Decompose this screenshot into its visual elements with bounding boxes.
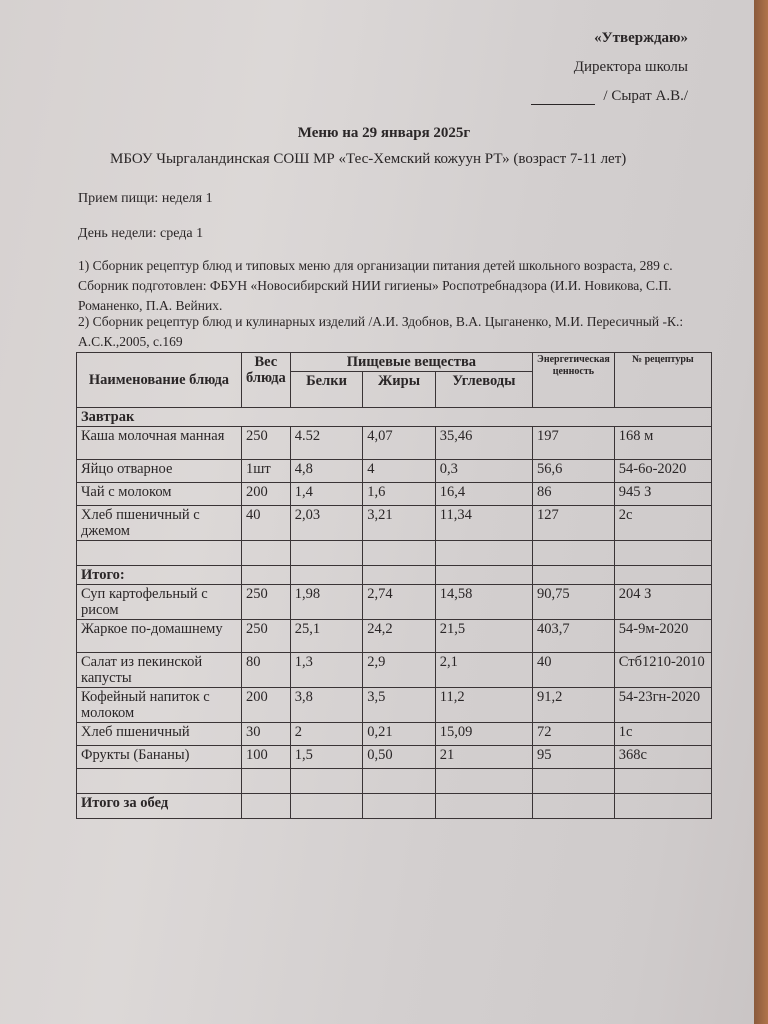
cell-carbs: 15,09: [435, 723, 532, 746]
cell-name: Чай с молоком: [77, 483, 242, 506]
cell-proteins: 2,03: [290, 506, 362, 541]
cell-recipe: 945 З: [614, 483, 711, 506]
signature-blank: [531, 88, 595, 105]
lunch-total-label: Итого за обед: [77, 794, 242, 819]
cell-carbs: 14,58: [435, 585, 532, 620]
cell-fats: 2,74: [363, 585, 436, 620]
cell-energy: 403,7: [533, 620, 615, 653]
cell-fats: 3,5: [363, 688, 436, 723]
cell-proteins: 4,8: [290, 460, 362, 483]
breakfast-total-row: [77, 566, 712, 585]
source-1: 1) Сборник рецептур блюд и типовых меню для организации питания детей школьного возраста, 289 с. Сборник подготовлен: ФБУН «Новосибирский НИИ гигиены» Роспотребнадзора (И.И. Новикова, С.П. Романенко, П.А. Вейних.: [78, 258, 673, 313]
cell-energy: 95: [533, 746, 615, 769]
page-title: Меню на 29 января 2025г: [297, 125, 471, 141]
table-row: [77, 620, 712, 653]
cell-weight: 40: [241, 506, 290, 541]
cell-recipe: 168 м: [614, 427, 711, 460]
section-breakfast: [77, 408, 712, 427]
header-row: [77, 353, 712, 372]
cell-proteins: 2: [290, 723, 362, 746]
menu-table: [76, 352, 712, 819]
cell-proteins: 1,4: [290, 483, 362, 506]
cell-name: Салат из пекинской капусты: [77, 653, 242, 688]
cell-energy: 91,2: [533, 688, 615, 723]
cell-name: Суп картофельный с рисом: [77, 585, 242, 620]
cell-energy: 197: [533, 427, 615, 460]
cell-recipe: 1с: [614, 723, 711, 746]
cell-proteins: 4.52: [290, 427, 362, 460]
table-edge-background: [754, 0, 768, 1024]
cell-name: Кофейный напиток с молоком: [77, 688, 242, 723]
breakfast-label: Завтрак: [77, 408, 712, 427]
cell-carbs: 11,34: [435, 506, 532, 541]
cell-weight: 200: [241, 483, 290, 506]
cell-fats: 0,50: [363, 746, 436, 769]
weekday: День недели: среда 1: [78, 226, 204, 241]
cell-recipe: Стб1210-2010: [614, 653, 711, 688]
cell-energy: 56,6: [533, 460, 615, 483]
cell-recipe: 204 З: [614, 585, 711, 620]
cell-energy: 90,75: [533, 585, 615, 620]
cell-weight: 100: [241, 746, 290, 769]
empty-row: [77, 769, 712, 794]
cell-recipe: 54-9м-2020: [614, 620, 711, 653]
source-2: 2) Сборник рецептур блюд и кулинарных изделий /А.И. Здобнов, В.А. Цыганенко, М.И. Пересичный -К.: А.С.К.,2005, с.169: [78, 314, 684, 349]
table-row: [77, 585, 712, 620]
table-row: [77, 688, 712, 723]
col-weight: Вес блюда: [241, 353, 290, 408]
cell-proteins: 1,5: [290, 746, 362, 769]
cell-name: Жаркое по-домашнему: [77, 620, 242, 653]
table-row: [77, 746, 712, 769]
approval-position: Директора школы: [573, 59, 688, 75]
col-name: Наименование блюда: [77, 353, 242, 408]
table-row: [77, 460, 712, 483]
cell-weight: 200: [241, 688, 290, 723]
signature-name: / Сырат А.В./: [603, 88, 688, 104]
cell-carbs: 21,5: [435, 620, 532, 653]
cell-proteins: 1,3: [290, 653, 362, 688]
col-recipe: № рецептуры: [614, 353, 711, 408]
cell-proteins: 25,1: [290, 620, 362, 653]
cell-fats: 4: [363, 460, 436, 483]
breakfast-total-label: Итого:: [77, 566, 242, 585]
cell-carbs: 0,3: [435, 460, 532, 483]
cell-energy: 127: [533, 506, 615, 541]
cell-carbs: 21: [435, 746, 532, 769]
approval-title: «Утверждаю»: [594, 30, 688, 46]
cell-energy: 86: [533, 483, 615, 506]
cell-carbs: 35,46: [435, 427, 532, 460]
cell-fats: 4,07: [363, 427, 436, 460]
lunch-total-row: [77, 794, 712, 819]
table-row: [77, 723, 712, 746]
cell-recipe: 54-23гн-2020: [614, 688, 711, 723]
table-row: [77, 427, 712, 460]
col-nutrients: Пищевые вещества: [290, 353, 532, 372]
cell-carbs: 11,2: [435, 688, 532, 723]
cell-weight: 250: [241, 585, 290, 620]
cell-weight: 1шт: [241, 460, 290, 483]
cell-fats: 24,2: [363, 620, 436, 653]
cell-fats: 0,21: [363, 723, 436, 746]
table-row: [77, 506, 712, 541]
cell-proteins: 3,8: [290, 688, 362, 723]
col-energy: Энергетическая ценность: [533, 353, 615, 408]
meal-intake: Прием пищи: неделя 1: [78, 191, 213, 206]
col-fats: Жиры: [363, 372, 436, 408]
cell-name: Фрукты (Бананы): [77, 746, 242, 769]
empty-row: [77, 541, 712, 566]
col-proteins: Белки: [290, 372, 362, 408]
cell-name: Хлеб пшеничный: [77, 723, 242, 746]
cell-recipe: 368с: [614, 746, 711, 769]
cell-weight: 250: [241, 427, 290, 460]
table-row: [77, 653, 712, 688]
approval-block: [531, 30, 688, 105]
table-row: [77, 483, 712, 506]
cell-fats: 3,21: [363, 506, 436, 541]
cell-energy: 72: [533, 723, 615, 746]
cell-name: Хлеб пшеничный с джемом: [77, 506, 242, 541]
cell-fats: 1,6: [363, 483, 436, 506]
cell-proteins: 1,98: [290, 585, 362, 620]
cell-energy: 40: [533, 653, 615, 688]
school-name: МБОУ Чыргаландинская СОШ МР «Тес-Хемский кожуун РТ» (возраст 7-11 лет): [110, 151, 627, 167]
cell-fats: 2,9: [363, 653, 436, 688]
signature-line: [531, 88, 688, 105]
col-carbs: Углеводы: [435, 372, 532, 408]
cell-carbs: 16,4: [435, 483, 532, 506]
cell-weight: 30: [241, 723, 290, 746]
cell-recipe: 2с: [614, 506, 711, 541]
cell-name: Каша молочная манная: [77, 427, 242, 460]
cell-weight: 80: [241, 653, 290, 688]
cell-carbs: 2,1: [435, 653, 532, 688]
cell-weight: 250: [241, 620, 290, 653]
cell-name: Яйцо отварное: [77, 460, 242, 483]
cell-recipe: 54-6о-2020: [614, 460, 711, 483]
